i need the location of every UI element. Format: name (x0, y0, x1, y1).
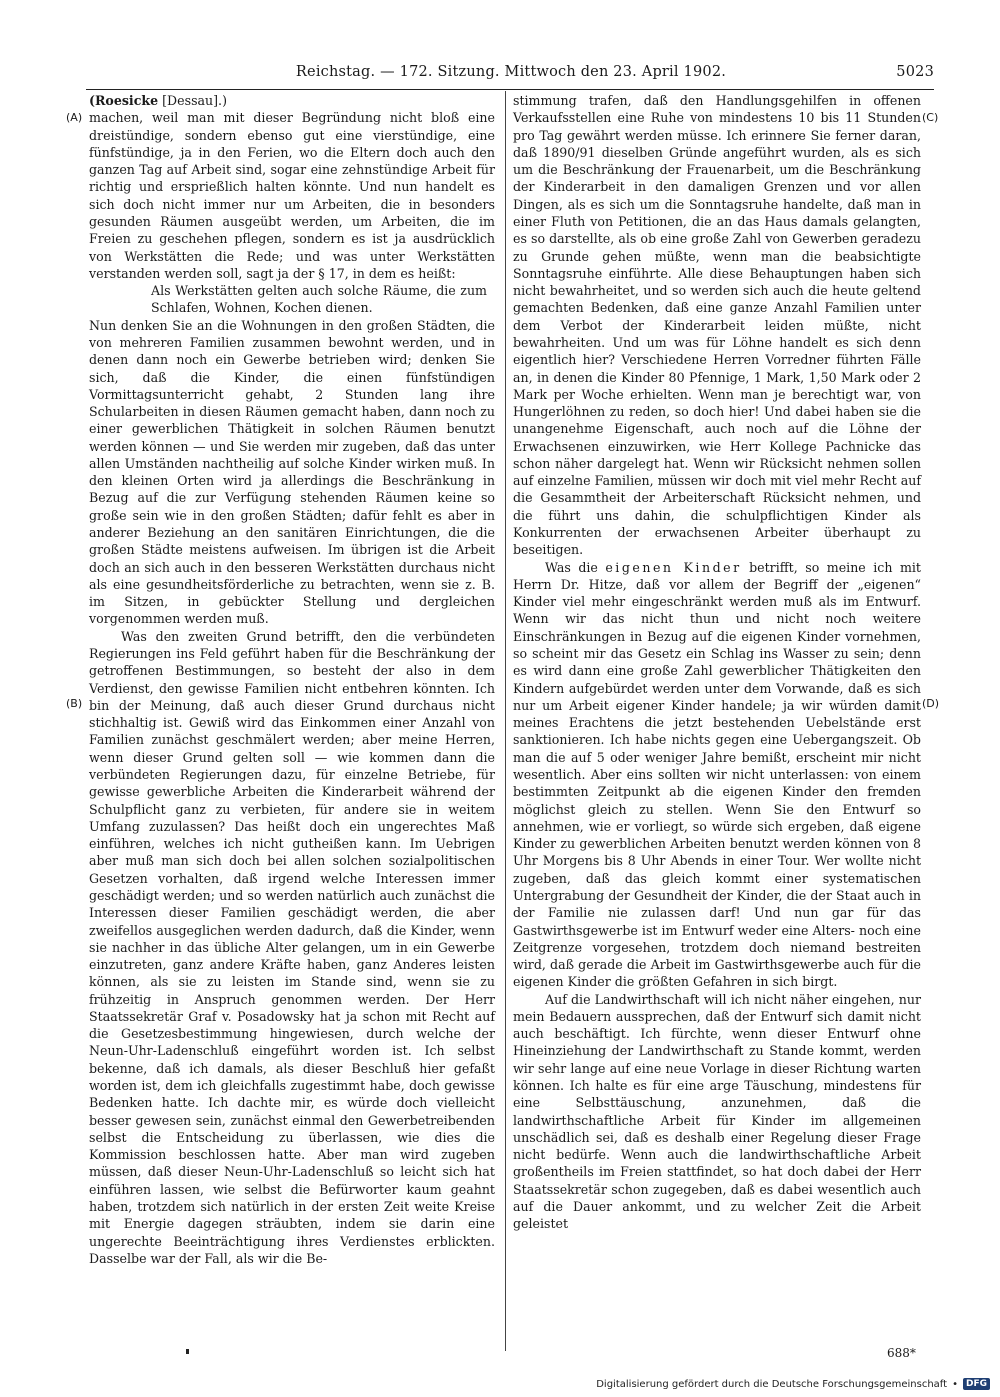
header-rule (86, 89, 934, 90)
right-paragraph-2 (513, 559, 921, 991)
margin-mark-b: (B) (66, 697, 83, 710)
print-mark (186, 1349, 189, 1354)
left-paragraph-3: Was den zweiten Grund betrifft, den die verbündeten Regierungen ins Feld geführt haben für die Beschränkung der getroffenen Bestimmungen, so besteht der also in dem Verdienst, den gewisse Familien nicht entbehren könnten. Ich bin der Meinung, daß auch dieser Grund durchaus nicht stichhaltig ist. Gewiß wird das Einkommen einer Anzahl von Familien zunächst geschmälert werden; aber meine Herren, wenn dieser Grund gelten soll — wie kommen dann die verbündeten Regierungen dazu, für einzelne Betriebe, für gewisse gewerbliche Arbeiten die Kinderarbeit während der Schulpflicht ganz zu verbieten, für andere sie in weitem Umfang zuzulassen? Das heißt doch ein ungerechtes Maß einführen, welches ich nicht gutheißen kann. Im Uebrigen aber muß man sich doch bei allen solchen sozialpolitischen Gesetzen vorhalten, daß irgend welche Interessen immer geschädigt werden; und so werden natürlich auch zunächst die Interessen dieser Familien geschädigt werden, die aber zweifellos ausgeglichen werden dadurch, daß die Kinder, wenn sie nachher in das übliche Alter gelangen, um in ein Gewerbe einzutreten, ganz andere Kräfte haben, ganz Anderes leisten können, als sie zu leisten im Stande sind, wenn sie zu frühzeitig in Anspruch genommen werden. Der Herr Staatssekretär Graf v. Posadowsky hat ja schon mit Recht auf die Gesetzesbestimmung hingewiesen, durch welche der Neun-Uhr-Ladenschluß eingeführt worden ist. Ich selbst bekenne, daß ich damals, als dieser Beschluß hier gefaßt worden ist, dem ich gleichfalls zugestimmt habe, doch gewisse Bedenken hatte. Ich dachte mir, es würde doch vielleicht besser gewesen sein, zunächst einmal den Gewerbetreibenden selbst die Entscheidung zu überlassen, wie dies die Kommission beschlossen hatte. Aber man wird zugeben müssen, daß dieser Neun-Uhr-Ladenschluß so leicht sich hat einführen lassen, wie selbst die Befürworter kaum geahnt haben, trotzdem sich natürlich in der ersten Zeit weite Kreise mit Energie dagegen sträubten, indem sie darin eine ungerechte Beeinträchtigung ihres Verdienstes erblickten. Dasselbe war der Fall, als wir die Be- (89, 628, 495, 1266)
footer-separator: • (952, 1378, 958, 1390)
right-paragraph-2-lead: Was die (545, 559, 598, 575)
page-number: 5023 (896, 64, 934, 80)
left-paragraph-2: Nun denken Sie an die Wohnungen in den großen Städten, die von mehreren Familien zusammen bewohnt werden, und in denen dann noch ein Gewerbe betrieben wird; denken Sie sich, daß die Kinder, die einen fünfstündigen Vormittagsunterricht gehabt, 2 Stunden lang ihre Schularbeiten in diesen Räumen gemacht haben, dann noch zu einer gewerblichen Thätigkeit in solchen Räumen benutzt werden können — und Sie werden mir zugeben, daß das unter allen Umständen nachtheilig auf solche Kinder wirken muß. In den kleinen Orten wird ja allerdings die Beschränkung in Bezug auf die zur Verfügung stehenden Räumen keine so große sein wie in den großen Städten; dafür fehlt es aber in anderer Beziehung an den sanitären Einrichtungen, die die großen Städte meistens aufweisen. Im übrigen ist die Arbeit doch an sich auch in den besseren Werkstätten durchaus nicht als eine gesundheitsförderliche zu betrachten, wenn sie z. B. im Sitzen, in gebückter Stellung und dergleichen vorgenommen werden muß. (89, 317, 495, 627)
right-paragraph-2-rest: betrifft, so meine ich mit Herrn Dr. Hitze, daß vor allem der Begriff der „eigenen“ Kinder viel mehr eingeschränkt werden muß als im Entwurf. Wenn wir das nicht thun und nicht noch weitere Einschränkungen in Bezug auf die eigenen Kinder vornehmen, so scheint mir das Gesetz ein Schlag ins Wasser zu sein; denn es wird dann eine große Zahl gewerblicher Thätigkeiten den Kindern aufgebürdet werden unter dem Vorwande, daß es sich nur um Arbeit eigener Kinder handele; ja wir würden damit meines Erachtens die jetzt bestehenden Uebelstände erst sanktionieren. Ich habe nichts gegen eine Uebergangszeit. Ob man die auf 5 oder weniger Jahre bemißt, erscheint mir nicht wesentlich. Aber eins sollten wir nicht unterlassen: von einem bestimmten Zeitpunkt ab die eigenen Kinder den fremden möglichst gleich zu stellen. Wenn Sie den Entwurf so annehmen, wie er vorliegt, so würde sich ergeben, daß eigene Kinder zu gewerblichen Arbeiten benutzt werden können von 8 Uhr Morgens bis 8 Uhr Abends in einer Tour. Wer wollte nicht zugeben, daß das gleich kommt einer systematischen Untergrabung der Gesundheit der Kinder, die der Staat auch in der Familie nie zulassen darf! Und nun gar für das Gastwirthsgewerbe ist im Entwurf weder eine Alters- noch eine Zeitgrenze vorgesehen, trotzdem doch niemand bestreiten wird, daß gerade die Arbeit im Gastwirthsgewerbe auch für die eigenen Kinder die größten Gefahren in sich birgt. (513, 559, 921, 990)
margin-mark-c: (C) (922, 111, 939, 124)
signature-mark: 688* (887, 1346, 916, 1360)
right-column (513, 92, 921, 1233)
margin-mark-d: (D) (922, 697, 940, 710)
speaker-place: [Dessau].) (162, 93, 227, 108)
speaker-line (89, 92, 495, 109)
dfg-logo: DFG (963, 1378, 990, 1390)
left-paragraph-1: machen, weil man mit dieser Begründung nicht bloß eine dreistündige, sondern ebenso gut eine vierstündige, eine fünfstündige, ja in den Ferien, wo die Eltern doch auch den ganzen Tag auf Arbeit sind, sogar eine zehnstündige Arbeit für richtig und ersprießlich halten könnte. Und nun handelt es sich doch nicht immer nur um Arbeiten, die in besonders gesunden Räumen ausgeübt werden, um Arbeiten, die im Freien zu geschehen pflegen, sondern es ist ja ausdrücklich von Werkstätten die Rede; und was unter Werkstätten verstanden werden soll, sagt ja der § 17, in dem es heißt: (89, 110, 495, 281)
margin-mark-a: (A) (66, 111, 83, 124)
header-title: Reichstag. — 172. Sitzung. Mittwoch den 23. April 1902. (295, 64, 727, 80)
speaker-name: (Roesicke (89, 93, 159, 108)
footer (596, 1378, 990, 1390)
emphasized-phrase: eigenen Kinder (605, 559, 742, 575)
right-paragraph-3: Auf die Landwirthschaft will ich nicht näher eingehen, nur mein Bedauern aussprechen, daß der Entwurf sich damit nicht auch beschäftigt. Ich fürchte, wenn dieser Entwurf ohne Hineinziehung der Landwirthschaft zu Stande kommt, werden wir sehr lange auf eine neue Vorlage in dieser Richtung warten können. Ich halte es für eine arge Täuschung, mindestens für eine Selbsttäuschung, anzunehmen, daß die landwirthschaftliche Arbeit für Kinder im allgemeinen unschädlich sei, daß es deshalb einer Regelung dieser Frage nicht bedürfe. Wenn auch die landwirthschaftliche Arbeit großentheils im Freien stattfindet, so hat doch dabei der Herr Staatssekretär schon zugegeben, daß es dabei wesentlich auch auf die Dauer ankommt, und zu welcher Zeit die Arbeit geleistet (513, 991, 921, 1232)
right-paragraph-1: stimmung trafen, daß den Handlungsgehilfen in offenen Verkaufsstellen eine Ruhe von mindestens 10 bis 11 Stunden pro Tag gewährt werden müsse. Ich erinnere Sie ferner daran, daß 1890/91 dieselben Gründe angeführt wurden, als es sich um die Beschränkung der Frauenarbeit, um die Beschränkung der Kinderarbeit in den damaligen Grenzen und vor allen Dingen, als es sich um die Sonntagsruhe handelte, daß man in einer Fluth von Petitionen, die an das Haus damals gelangten, es so darstellte, als ob eine große Zahl von Gewerben geradezu zu Grunde gehen müßte, wenn man die beabsichtigte Sonntagsruhe einführte. Alle diese Behauptungen haben sich nicht bewahrheitet, und so werden sich auch die heute geltend gemachten Bedenken, daß eine ganze Anzahl Familien unter dem Verbot der Kinderarbeit leiden müßte, nicht bewahrheiten. Und um was für Löhne handelt es sich denn eigentlich hier? Verschiedene Herren Vorredner führten Fälle an, in denen die Kinder 80 Pfennige, 1 Mark, 1,50 Mark oder 2 Mark per Woche erhielten. Wenn man je berechtigt war, von Hungerlöhnen zu reden, so doch hier! Und dabei haben sie die unangenehme Eigenschaft, auch noch auf die Löhne der Erwachsenen einzuwirken, wie Herr Kollege Pachnicke das schon näher dargelegt hat. Wenn wir Rücksicht nehmen sollen auf einzelne Familien, müssen wir doch mit viel mehr Recht auf die Gesammtheit der Arbeiterschaft Rücksicht nehmen, und die führt uns dahin, die schulpflichtigen Kinder als Konkurrenten der erwachsenen Arbeiter überhaupt zu beseitigen. (513, 93, 921, 558)
page-header (88, 64, 934, 86)
column-divider (505, 91, 506, 1351)
statute-quote: Als Werkstätten gelten auch solche Räume, die zum Schlafen, Wohnen, Kochen dienen. (151, 283, 487, 316)
left-column (89, 92, 495, 1267)
footer-text: Digitalisierung gefördert durch die Deutsche Forschungsgemeinschaft (596, 1378, 948, 1390)
